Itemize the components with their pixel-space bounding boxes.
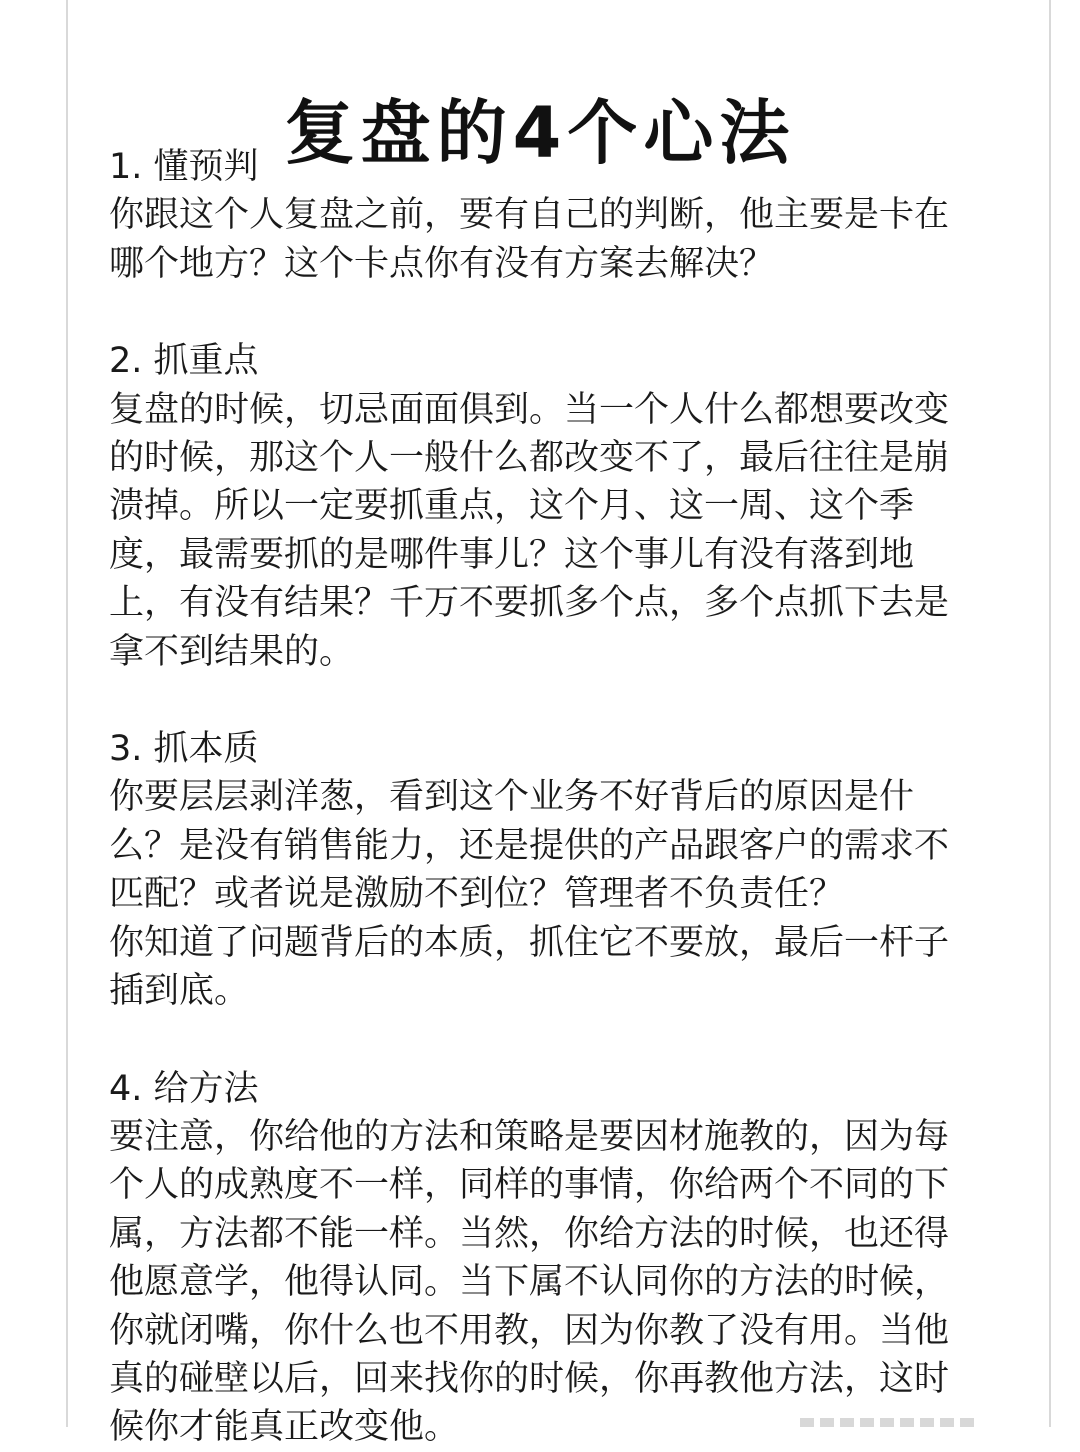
- text-line: 溃掉。所以一定要抓重点，这个月、这一周、这个季: [109, 486, 915, 527]
- text-line: 他愿意学，他得认同。当下属不认同你的方法的时候，: [109, 1262, 950, 1303]
- text-line: 拿不到结果的。: [109, 631, 355, 672]
- text-line: 个人的成熟度不一样，同样的事情，你给两个不同的下: [109, 1165, 950, 1206]
- page-border-left: [66, 0, 68, 1427]
- section-1: [109, 143, 994, 288]
- text-line: 么？是没有销售能力，还是提供的产品跟客户的需求不: [109, 825, 950, 866]
- text-line: 要注意，你给他的方法和策略是要因材施教的，因为每: [109, 1116, 950, 1157]
- article-body: [109, 143, 994, 1452]
- text-line: 你知道了问题背后的本质，抓住它不要放，最后一杆子: [109, 922, 950, 963]
- section-heading: 1. 懂预判: [109, 147, 259, 187]
- section-paragraph: [109, 1113, 994, 1452]
- text-line: 你要层层剥洋葱，看到这个业务不好背后的原因是什: [109, 777, 915, 818]
- text-line: 复盘的时候，切忌面面俱到。当一个人什么都想要改变: [109, 389, 950, 430]
- text-line: 的时候，那这个人一般什么都改变不了，最后往往是崩: [109, 438, 950, 479]
- text-line: 插到底。: [109, 971, 250, 1012]
- section-4: [109, 1065, 994, 1452]
- text-line: 真的碰壁以后，回来找你的时候，你再教他方法，这时: [109, 1358, 950, 1399]
- text-line: 哪个地方？这个卡点你有没有方案去解决？: [109, 243, 775, 284]
- text-line: 你跟这个人复盘之前，要有自己的判断，他主要是卡在: [109, 195, 950, 236]
- section-paragraph: [109, 191, 994, 288]
- page-title: 复盘的4个心法: [284, 91, 796, 174]
- section-paragraph: [109, 386, 994, 676]
- section-heading: 3. 抓本质: [109, 729, 259, 770]
- section-3: [109, 725, 994, 1015]
- section-heading: 2. 抓重点: [109, 341, 259, 382]
- text-line: 度，最需要抓的是哪件事儿？这个事儿有没有落到地: [109, 534, 915, 575]
- text-line: 属，方法都不能一样。当然，你给方法的时候，也还得: [109, 1213, 950, 1254]
- section-2: [109, 337, 994, 676]
- section-paragraph: [109, 773, 994, 1015]
- page-border-right: [1049, 0, 1051, 1427]
- text-line: 候你才能真正改变他。: [109, 1407, 460, 1448]
- text-line: 匹配？或者说是激励不到位？管理者不负责任？: [109, 874, 845, 915]
- text-line: 上，有没有结果？千万不要抓多个点，多个点抓下去是: [109, 583, 950, 624]
- text-line: 你就闭嘴，你什么也不用教，因为你教了没有用。当他: [109, 1310, 950, 1351]
- watermark-fragment: [800, 1418, 980, 1427]
- section-heading: 4. 给方法: [109, 1068, 259, 1109]
